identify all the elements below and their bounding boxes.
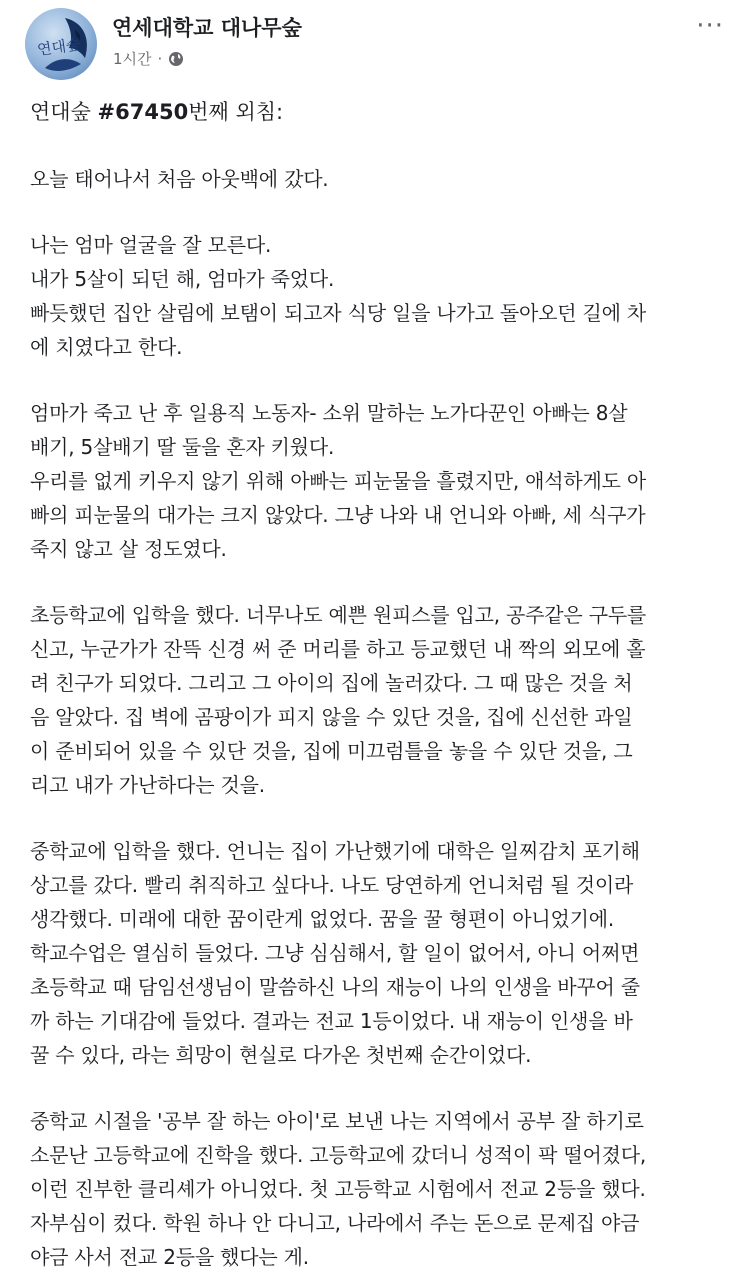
post-paragraph [30, 1104, 720, 1274]
post-meta [113, 48, 184, 69]
paragraph-line: 상고를 갔다. 빨리 취직하고 싶다나. 나도 당연하게 언니처럼 될 것이라 [30, 873, 634, 897]
paragraph-line: 신고, 누군가가 잔뜩 신경 써 준 머리를 하고 등교했던 내 짝의 외모에 홀 [30, 637, 646, 661]
paragraph-line: 리고 내가 가난하다는 것을. [30, 773, 265, 797]
paragraph-line: 빠듯했던 집안 살림에 보탬이 되고자 식당 일을 나가고 돌아오던 길에 차 [30, 301, 647, 325]
paragraph-line: 이런 진부한 클리셰가 아니었다. 첫 고등학교 시험에서 전교 2등을 했다. [30, 1177, 646, 1201]
paragraph-line: 자부심이 컸다. 학원 하나 안 다니고, 나라에서 주는 돈으로 문제집 야금 [30, 1211, 640, 1235]
paragraph-line: 중학교에 입학을 했다. 언니는 집이 가난했기에 대학은 일찌감치 포기해 [30, 839, 640, 863]
paragraph-line: 이 준비되어 있을 수 있단 것을, 집에 미끄럼틀을 놓을 수 있단 것을, 그 [30, 739, 633, 763]
paragraph-line: 야금 사서 전교 2등을 했다는 게. [30, 1245, 309, 1269]
paragraph-line: 소문난 고등학교에 진학을 했다. 고등학교에 갔더니 성적이 팍 떨어졌다, [30, 1143, 647, 1167]
paragraph-line: 음 알았다. 집 벽에 곰팡이가 피지 않을 수 있단 것을, 집에 신선한 과일 [30, 705, 633, 729]
paragraph-line: 오늘 태어나서 처음 아웃백에 갔다. [30, 167, 329, 191]
paragraph-line: 빠의 피눈물의 대가는 크지 않았다. 그냥 나와 내 언니와 아빠, 세 식구가 [30, 503, 646, 527]
paragraph-line: 학교수업은 열심히 들었다. 그냥 심심해서, 할 일이 없어서, 아니 어쩌면 [30, 941, 640, 965]
post-paragraph [30, 228, 720, 364]
post-paragraph [30, 834, 720, 1072]
post-hashtag[interactable]: #67450 [97, 100, 189, 124]
paragraph-line: 초등학교에 입학을 했다. 너무나도 예쁜 원피스를 입고, 공주같은 구두를 [30, 603, 647, 627]
page-avatar[interactable] [25, 8, 97, 80]
post-timestamp[interactable]: 1시간 [113, 50, 152, 68]
paragraph-line: 에 치였다고 한다. [30, 335, 183, 359]
post-header [0, 0, 744, 88]
paragraph-line: 초등학교 때 담임선생님이 말씀하신 나의 재능이 나의 인생을 바꾸어 줄 [30, 975, 640, 999]
paragraph-line: 꿀 수 있다, 라는 희망이 현실로 다가온 첫번째 순간이었다. [30, 1043, 532, 1067]
globe-icon [168, 51, 184, 67]
paragraph-line: 나는 엄마 얼굴을 잘 모른다. [30, 233, 272, 257]
paragraph-line: 내가 5살이 되던 해, 엄마가 죽었다. [30, 267, 335, 291]
paragraph-line: 엄마가 죽고 난 후 일용직 노동자- 소위 말하는 노가다꾼인 아빠는 8살 [30, 401, 628, 425]
paragraph-line: 려 친구가 되었다. 그리고 그 아이의 집에 놀러갔다. 그 때 많은 것을 처 [30, 671, 633, 695]
post-paragraph [30, 598, 720, 802]
avatar-text: 연대숲 [36, 35, 82, 59]
paragraph-line: 우리를 없게 키우지 않기 위해 아빠는 피눈물을 흘렸지만, 애석하게도 아 [30, 469, 647, 493]
paragraph-line: 까 하는 기대감에 들었다. 결과는 전교 1등이었다. 내 재능이 인생을 바 [30, 1009, 633, 1033]
title-prefix: 연대숲 [30, 100, 98, 124]
paragraph-line: 중학교 시절을 '공부 잘 하는 아이'로 보낸 나는 지역에서 공부 잘 하기로 [30, 1109, 644, 1133]
post-text [30, 162, 720, 1274]
post-body [0, 94, 744, 1274]
page-name[interactable]: 연세대학교 대나무숲 [112, 16, 302, 40]
more-options-icon[interactable]: ··· [696, 11, 724, 41]
meta-separator: · [157, 49, 163, 68]
paragraph-line: 배기, 5살배기 딸 둘을 혼자 키웠다. [30, 435, 335, 459]
paragraph-line: 생각했다. 미래에 대한 꿈이란게 없었다. 꿈을 꿀 형편이 아니었기에. [30, 907, 614, 931]
title-suffix: 번째 외침: [188, 100, 284, 124]
post-paragraph [30, 162, 720, 196]
post-paragraph [30, 396, 720, 566]
post-title [30, 94, 720, 130]
paragraph-line: 죽지 않고 살 정도였다. [30, 537, 227, 561]
